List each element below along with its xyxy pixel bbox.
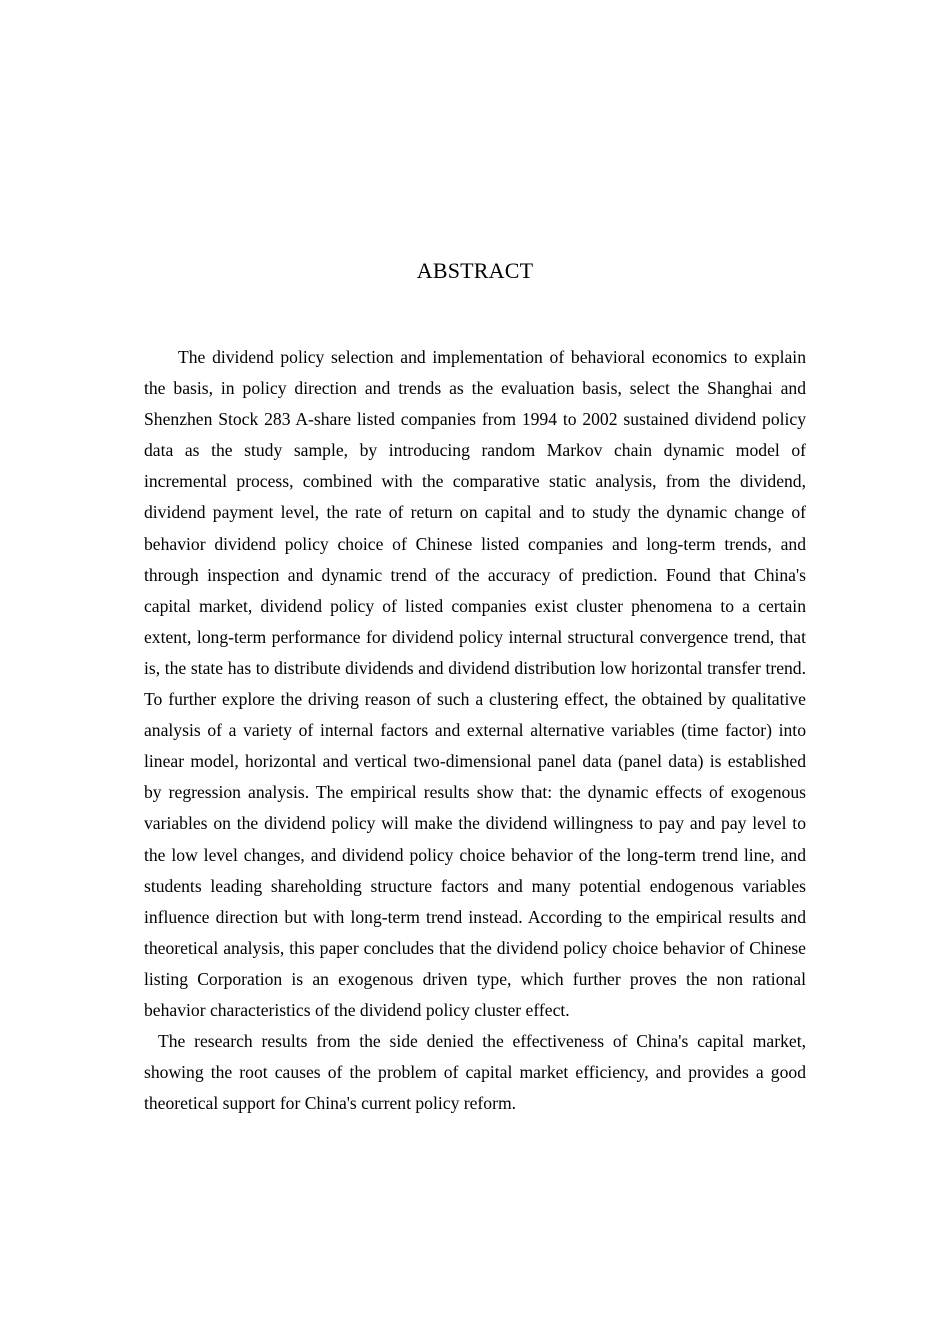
abstract-heading: ABSTRACT (416, 258, 534, 283)
abstract-paragraph-2: The research results from the side denied the effectiveness of China's capital market, showing the root causes of the problem of capital market efficiency, and provides a good theoretical support for China's current policy reform. (144, 1031, 806, 1114)
abstract-paragraph-1: The dividend policy selection and implementation of behavioral economics to explain the basis, in policy direction and trends as the evaluation basis, select the Shanghai and Shenzhen Stock 283 A-share listed companies from 1994 to 2002 sustained dividend policy data as the study sample, by introducing random Markov chain dynamic model of incremental process, combined with the comparative static analysis, from the dividend, dividend payment level, the rate of return on capital and to study the dynamic change of behavior dividend policy choice of Chinese listed companies and long-term trends, and through inspection and dynamic trend of the accuracy of prediction. Found that China's capital market, dividend policy of listed companies exist cluster phenomena to a certain extent, long-term performance for dividend policy internal structural convergence trend, that is, the state has to distribute dividends and dividend distribution low horizontal transfer trend. To further explore the driving reason of such a clustering effect, the obtained by qualitative analysis of a variety of internal factors and external alternative variables (time factor) into linear model, horizontal and vertical two-dimensional panel data (panel data) is established by regression analysis. The empirical results show that: the dynamic effects of exogenous variables on the dividend policy will make the dividend willingness to pay and pay level to the low level changes, and dividend policy choice behavior of the long-term trend line, and students leading shareholding structure factors and many potential endogenous variables influence direction but with long-term trend instead. According to the empirical results and theoretical analysis, this paper concludes that the dividend policy choice behavior of Chinese listing Corporation is an exogenous driven type, which further proves the non rational behavior characteristics of the dividend policy cluster effect. (144, 347, 806, 1020)
abstract-body (144, 342, 806, 1119)
